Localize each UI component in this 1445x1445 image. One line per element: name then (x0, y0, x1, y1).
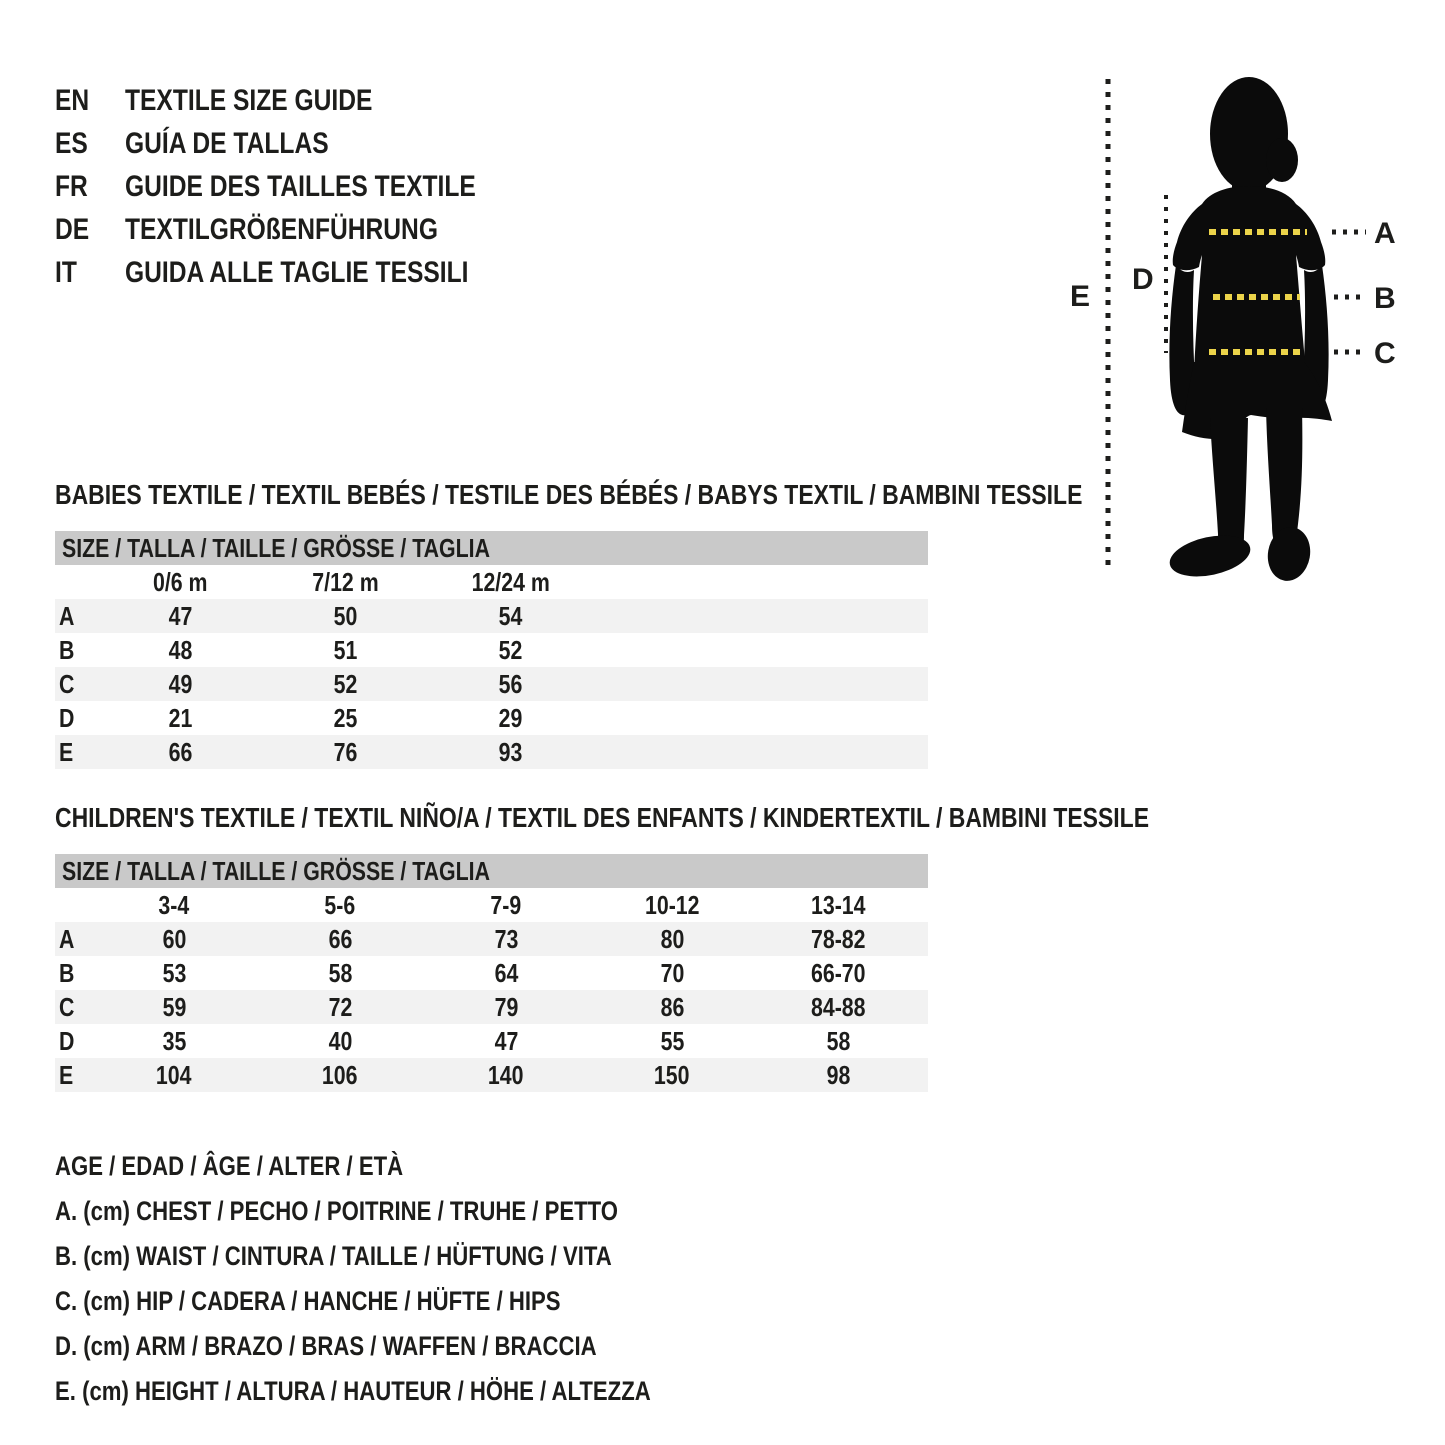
language-title-text: GUÍA DE TALLAS (125, 127, 329, 160)
table-cell (263, 701, 428, 735)
table-cell-empty (921, 1024, 928, 1058)
table-cell-empty (55, 565, 98, 599)
cell-text: 51 (333, 635, 358, 665)
table-cell-empty (921, 922, 928, 956)
legend-text: A. (cm) CHEST / PECHO / POITRINE / TRUHE / PETTO (55, 1196, 618, 1226)
legend-text: E. (cm) HEIGHT / ALTURA / HAUTEUR / HÖHE / ALTEZZA (55, 1376, 651, 1406)
language-row-de (55, 212, 755, 248)
table-cell (263, 735, 428, 769)
cell-text: 53 (162, 958, 186, 988)
table-cell (91, 1058, 257, 1092)
table-cell (755, 922, 921, 956)
cell-text: 66-70 (810, 958, 866, 988)
table-cell (98, 667, 263, 701)
language-code-text: IT (55, 256, 77, 289)
cell-text: 52 (498, 635, 523, 665)
row-label (55, 599, 98, 633)
table-row-babies-B (55, 633, 928, 667)
babies-heading-text: BABIES TEXTILE / TEXTIL BEBÉS / TESTILE DES BÉBÉS / BABYS TEXTIL / BAMBINI TESSILE (55, 479, 1083, 510)
row-label-text: E (59, 737, 74, 767)
table-cell (755, 956, 921, 990)
language-code-text: DE (55, 213, 90, 246)
row-label (55, 956, 91, 990)
language-code-text: EN (55, 84, 90, 117)
cell-text: 55 (660, 1026, 684, 1056)
row-label-text: A (59, 924, 75, 954)
column-header-text: 7-9 (490, 890, 522, 920)
children-size-header-text: SIZE / TALLA / TAILLE / GRÖSSE / TAGLIA (62, 856, 490, 886)
row-label-text: E (59, 1060, 74, 1090)
table-cell (423, 956, 589, 990)
table-row-children-D (55, 1024, 928, 1058)
table-cell (589, 1024, 755, 1058)
table-cell (589, 956, 755, 990)
language-code (55, 169, 95, 205)
language-code-text: ES (55, 127, 88, 160)
children-heading-text: CHILDREN'S TEXTILE / TEXTIL NIÑO/A / TEXTIL DES ENFANTS / KINDERTEXTIL / BAMBINI TESSILE (55, 802, 1150, 833)
table-cell (91, 956, 257, 990)
row-label (55, 990, 91, 1024)
row-label (55, 735, 98, 769)
cell-text: 50 (333, 601, 358, 631)
cell-text: 140 (488, 1060, 524, 1090)
cell-text: 86 (660, 992, 684, 1022)
table-cell (755, 990, 921, 1024)
table-cell-empty (921, 888, 928, 922)
legend-text: AGE / EDAD / ÂGE / ALTER / ETÀ (55, 1151, 404, 1181)
cell-text: 58 (328, 958, 352, 988)
language-title-text: GUIDA ALLE TAGLIE TESSILI (125, 256, 469, 289)
legend-line-waist (55, 1241, 734, 1271)
table-cell (589, 922, 755, 956)
table-cell (755, 1058, 921, 1092)
cell-text: 48 (168, 635, 193, 665)
column-header-text: 13-14 (810, 890, 866, 920)
table-cell (257, 990, 423, 1024)
legend-line-chest (55, 1196, 742, 1226)
legend-line-age (55, 1151, 480, 1181)
table-column-header (428, 565, 593, 599)
row-label (55, 701, 98, 735)
legend-text: C. (cm) HIP / CADERA / HANCHE / HÜFTE / HIPS (55, 1286, 561, 1316)
cell-text: 93 (498, 737, 523, 767)
table-cell-empty (55, 888, 91, 922)
table-cell (257, 922, 423, 956)
table-row-children-E (55, 1058, 928, 1092)
row-label (55, 922, 91, 956)
table-row-babies-A (55, 599, 928, 633)
table-cell (98, 735, 263, 769)
cell-text: 98 (826, 1060, 850, 1090)
cell-text: 25 (333, 703, 358, 733)
legend-text: D. (cm) ARM / BRAZO / BRAS / WAFFEN / BRACCIA (55, 1331, 597, 1361)
table-cell (257, 1024, 423, 1058)
table-cell-empty (593, 633, 928, 667)
cell-text: 104 (156, 1060, 192, 1090)
row-label-text: D (59, 1026, 75, 1056)
table-cell (263, 633, 428, 667)
table-cell (98, 599, 263, 633)
cell-text: 106 (322, 1060, 358, 1090)
table-row-babies-E (55, 735, 928, 769)
label-E: E (1070, 280, 1091, 313)
table-cell (91, 990, 257, 1024)
cell-text: 78-82 (810, 924, 866, 954)
babies-column-header-row (55, 565, 928, 599)
cell-text: 35 (162, 1026, 186, 1056)
row-label-text: C (59, 669, 75, 699)
table-cell (98, 701, 263, 735)
table-cell (428, 599, 593, 633)
cell-text: 79 (494, 992, 518, 1022)
language-row-it (55, 255, 755, 291)
silhouette-right-shoe (1264, 524, 1315, 584)
row-label-text: C (59, 992, 75, 1022)
table-cell (589, 990, 755, 1024)
child-measurement-figure (1060, 60, 1445, 600)
children-section-heading (55, 803, 1389, 833)
table-cell (428, 735, 593, 769)
children-size-header-bar (55, 854, 928, 888)
table-column-header (263, 565, 428, 599)
row-label-text: D (59, 703, 75, 733)
table-cell (263, 599, 428, 633)
label-D: D (1132, 263, 1154, 296)
language-code (55, 212, 97, 248)
table-cell (423, 1024, 589, 1058)
legend-line-hip (55, 1286, 672, 1316)
table-column-header (423, 888, 589, 922)
silhouette-shorts (1182, 362, 1332, 439)
table-cell-empty (593, 565, 928, 599)
table-column-header (589, 888, 755, 922)
label-B: B (1374, 282, 1396, 315)
cell-text: 60 (162, 924, 186, 954)
language-title (125, 212, 507, 248)
language-title (125, 83, 427, 119)
row-label (55, 633, 98, 667)
column-header-text: 5-6 (324, 890, 356, 920)
language-code (55, 255, 82, 291)
babies-size-header-bar (55, 531, 928, 565)
column-header-text: 0/6 m (153, 567, 208, 597)
table-cell-empty (593, 701, 928, 735)
row-label-text: A (59, 601, 75, 631)
cell-text: 80 (660, 924, 684, 954)
language-row-en (55, 83, 755, 119)
cell-text: 47 (168, 601, 193, 631)
cell-text: 73 (494, 924, 518, 954)
babies-size-header-text: SIZE / TALLA / TAILLE / GRÖSSE / TAGLIA (62, 533, 490, 563)
column-header-text: 10-12 (644, 890, 700, 920)
cell-text: 29 (498, 703, 523, 733)
cell-text: 56 (498, 669, 523, 699)
table-row-children-A (55, 922, 928, 956)
table-cell (91, 1024, 257, 1058)
language-title-text: GUIDE DES TAILLES TEXTILE (125, 170, 476, 203)
language-title-text: TEXTILE SIZE GUIDE (125, 84, 373, 117)
column-header-text: 7/12 m (312, 567, 379, 597)
language-row-es (55, 126, 755, 162)
table-cell (428, 633, 593, 667)
silhouette-hair (1266, 138, 1298, 182)
table-cell-empty (593, 599, 928, 633)
row-label (55, 1024, 91, 1058)
table-row-children-B (55, 956, 928, 990)
language-title-text: TEXTILGRÖßENFÜHRUNG (125, 213, 438, 246)
row-label-text: B (59, 635, 75, 665)
language-code-text: FR (55, 170, 88, 203)
babies-section-heading (55, 480, 1308, 510)
cell-text: 72 (328, 992, 352, 1022)
row-label-text: B (59, 958, 75, 988)
table-column-header (755, 888, 921, 922)
table-cell-empty (593, 735, 928, 769)
cell-text: 66 (328, 924, 352, 954)
legend-line-arm (55, 1331, 716, 1361)
language-title (125, 255, 544, 291)
label-A: A (1374, 217, 1396, 250)
table-cell (428, 667, 593, 701)
cell-text: 84-88 (810, 992, 866, 1022)
language-title (125, 126, 373, 162)
table-row-children-C (55, 990, 928, 1024)
table-cell (423, 990, 589, 1024)
table-cell (428, 701, 593, 735)
column-header-text: 3-4 (158, 890, 190, 920)
cell-text: 70 (660, 958, 684, 988)
table-column-header (257, 888, 423, 922)
cell-text: 40 (328, 1026, 352, 1056)
table-cell (263, 667, 428, 701)
table-cell (91, 922, 257, 956)
table-cell (423, 922, 589, 956)
cell-text: 47 (494, 1026, 518, 1056)
table-cell (98, 633, 263, 667)
cell-text: 66 (168, 737, 193, 767)
table-cell-empty (921, 1058, 928, 1092)
language-title (125, 169, 553, 205)
legend-text: B. (cm) WAIST / CINTURA / TAILLE / HÜFTUNG / VITA (55, 1241, 612, 1271)
label-C: C (1374, 337, 1396, 370)
table-cell (755, 1024, 921, 1058)
table-cell (257, 956, 423, 990)
row-label (55, 1058, 91, 1092)
cell-text: 49 (168, 669, 193, 699)
language-row-fr (55, 169, 755, 205)
silhouette-torso (1173, 186, 1326, 372)
column-header-text: 12/24 m (471, 567, 550, 597)
table-cell (257, 1058, 423, 1092)
cell-text: 64 (494, 958, 518, 988)
table-cell (423, 1058, 589, 1092)
cell-text: 58 (826, 1026, 850, 1056)
row-label (55, 667, 98, 701)
table-cell-empty (593, 667, 928, 701)
table-cell (589, 1058, 755, 1092)
cell-text: 21 (168, 703, 193, 733)
language-code (55, 126, 95, 162)
table-cell-empty (921, 956, 928, 990)
table-cell-empty (921, 990, 928, 1024)
table-row-babies-D (55, 701, 928, 735)
table-column-header (91, 888, 257, 922)
cell-text: 76 (333, 737, 358, 767)
legend-line-height (55, 1376, 781, 1406)
cell-text: 59 (162, 992, 186, 1022)
table-column-header (98, 565, 263, 599)
language-code (55, 83, 97, 119)
cell-text: 52 (333, 669, 358, 699)
cell-text: 54 (498, 601, 523, 631)
children-column-header-row (55, 888, 928, 922)
table-row-babies-C (55, 667, 928, 701)
cell-text: 150 (654, 1060, 690, 1090)
